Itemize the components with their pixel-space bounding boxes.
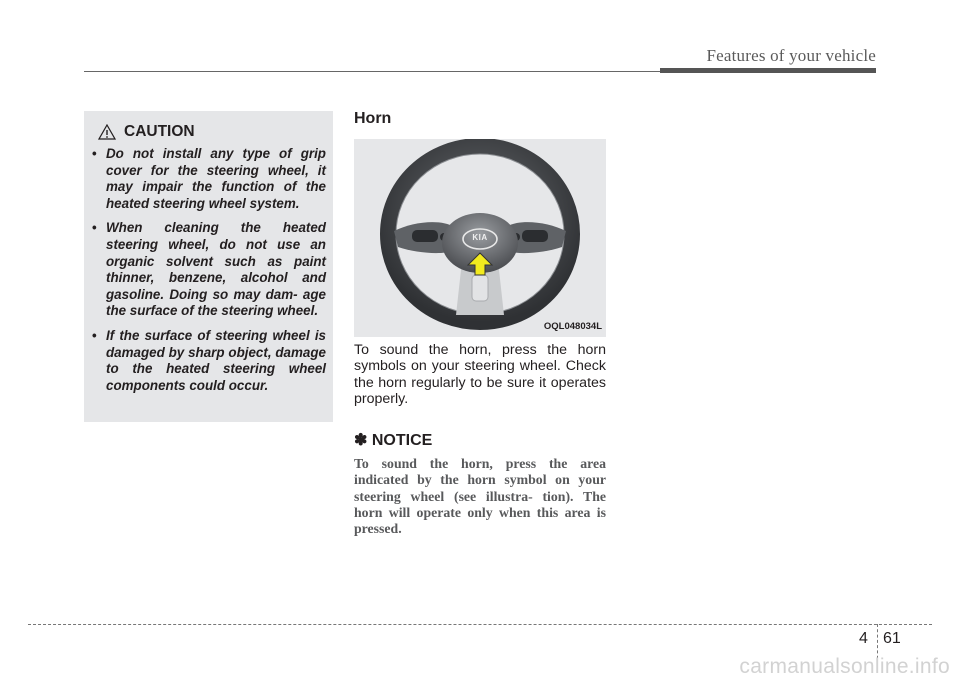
caution-title: CAUTION: [124, 123, 195, 140]
footer-rule: [28, 624, 932, 625]
horn-description: To sound the horn, press the horn symbols on your steering wheel. Check the horn regularly to be sure it operates properly.: [354, 342, 606, 408]
horn-heading: Horn: [354, 110, 392, 127]
section-title: Features of your vehicle: [706, 46, 876, 65]
steering-wheel-figure: [354, 139, 606, 337]
caution-item: • When cleaning the heated steering wheel, do not use an organic solvent such as paint thinner, benzene, alcohol and gasoline. Doing so may dam- age the surface of the steering wheel.: [90, 220, 326, 320]
header-rule-bold: [660, 68, 876, 73]
kia-logo: KIA: [472, 233, 488, 242]
header-rule: [84, 71, 660, 72]
notice-heading: ✽ NOTICE: [354, 432, 433, 449]
watermark: carmanualsonline.info: [739, 655, 950, 678]
figure-code: OQL048034L: [543, 321, 602, 332]
warning-triangle-icon: [98, 124, 116, 140]
page-number: 61: [883, 630, 901, 647]
caution-item: • If the surface of steering wheel is damaged by sharp object, damage to the heated steering wheel components could occur.: [90, 328, 326, 394]
chapter-number: 4: [859, 630, 868, 647]
caution-list: [90, 146, 326, 402]
notice-text: To sound the horn, press the area indicated by the horn symbol on your steering wheel (see illustra- tion). The horn will operate only when this area is pressed.: [354, 456, 606, 537]
caution-box: [84, 111, 333, 422]
caution-item: • Do not install any type of grip cover for the steering wheel, it may impair the function of the heated steering wheel system.: [90, 146, 326, 212]
caution-header: [98, 122, 195, 142]
